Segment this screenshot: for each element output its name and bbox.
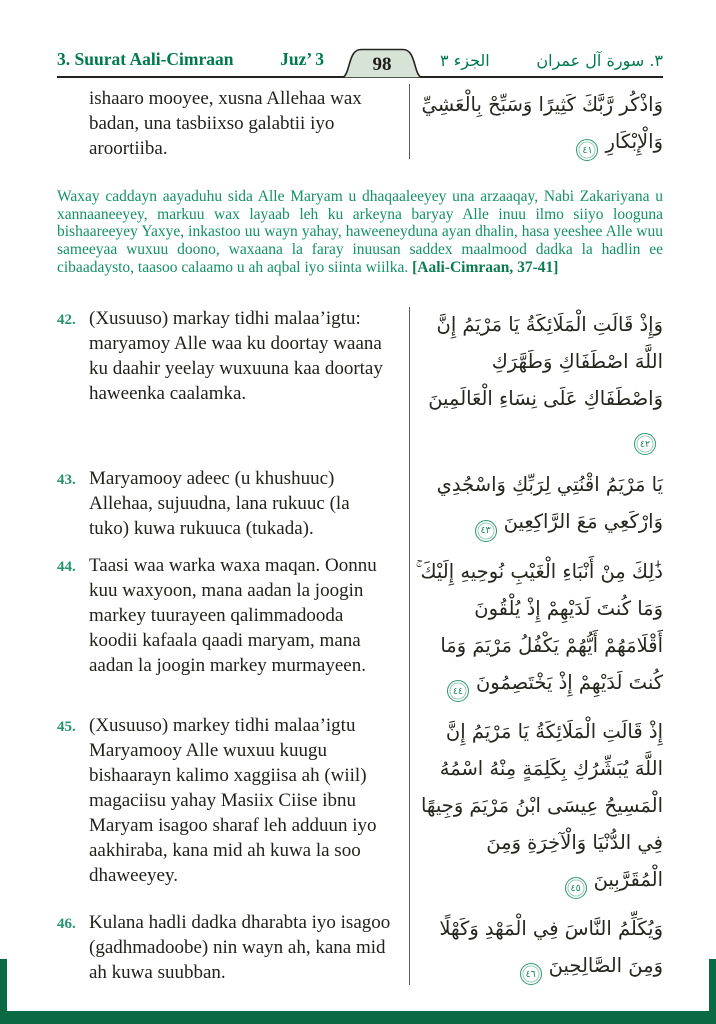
arabic-verse-text: يَا مَرْيَمُ اقْنُتِي لِرَبِّكِ وَاسْجُدِي وَارْكَعِي مَعَ الرَّاكِعِينَ xyxy=(436,473,663,534)
juz-label-arabic: الجزء ٣ xyxy=(440,51,490,70)
arabic-verse-cell xyxy=(409,910,663,985)
arabic-verse-text: وَإِذْ قَالَتِ الْمَلَائِكَةُ يَا مَرْيَمُ إِنَّ اللَّهَ اصْطَفَاكِ وَطَهَّرَكِ وَاصْطَفَاكِ عَلَى نِسَاءِ الْعَالَمِينَ xyxy=(428,313,663,411)
juz-label: Juz’ 3 xyxy=(280,49,325,69)
somali-translation: ishaaro mooyee, xusna Allehaa wax badan, una tasbiixso galabtii iyo aroortiiba. xyxy=(89,88,362,159)
somali-translation-cell xyxy=(57,86,409,161)
ayah-number: ٤٤ xyxy=(452,685,464,697)
page-header xyxy=(57,0,663,78)
somali-translation: Maryamooy adeec (u khushuuc) Allehaa, sujuudna, lana rukuuc (la tuko) kuwa rukuuca (tukada). xyxy=(89,468,350,540)
ayah-end-ornament xyxy=(634,433,656,455)
verse-number: 43. xyxy=(57,472,76,489)
arabic-verse-text: ذَٰلِكَ مِنْ أَنْبَاءِ الْغَيْبِ نُوحِيهِ إِلَيْكَ ۚ وَمَا كُنتَ لَدَيْهِمْ إِذْ يُلْقُونَ أَقْلَامَهُمْ أَيُّهُمْ يَكْفُلُ مَرْيَمَ وَمَا كُنتَ لَدَيْهِمْ إِذْ يَخْتَصِمُونَ xyxy=(415,559,663,694)
somali-translation-cell xyxy=(57,910,409,985)
tafsir-text: Waxay caddayn aayaduhu sida Alle Maryam u dhaqaaleeyey una arzaaqay, Nabi Zakariyana u xannaaneeyey, markuu wax layaab leh ku arkeyna baryay Alle inuu ilmo siiyo looguna bishaareeyey Yaxye, inkastoo uu wayn yahay, haweeneyduna ayan dhalin, hasa yeeshee Alle wuu sameeyaa wuxuu doono, waxaana la faray inuusan saddex maalmood dadka la hadlin ee cibaadaysto, taasoo calaamo u ah aqbal iyo siinta wiilka. xyxy=(57,187,663,276)
ayah-number: ٤٢ xyxy=(639,439,651,451)
somali-translation: Kulana hadli dadka dharabta iyo isagoo (gadhmadoobe) nin wayn ah, kana mid ah kuwa suubban. xyxy=(89,912,391,984)
column-divider xyxy=(409,84,410,159)
tafsir-note xyxy=(57,181,663,286)
somali-translation-cell xyxy=(57,713,409,899)
arabic-verse-cell xyxy=(409,306,663,455)
ayah-number: ٤٦ xyxy=(525,969,536,981)
verse-list xyxy=(57,301,663,991)
verse-number: 42. xyxy=(57,312,76,329)
arabic-verse-cell xyxy=(409,713,663,899)
verse-row-43 xyxy=(57,461,663,547)
verse-number: 46. xyxy=(57,916,76,933)
page-number-tab xyxy=(340,48,424,78)
somali-translation-cell xyxy=(57,466,409,541)
surah-title-latin: 3. Suurat Aali-Cimraan xyxy=(57,49,234,69)
somali-translation: (Xusuuso) markay tidhi malaa’igtu: maryamoy Alle waa ku doortay waana ku daahir yeelay wuxuuna kaa doortay haweenka caalamka. xyxy=(89,308,383,405)
arabic-verse-text: وَيُكَلِّمُ النَّاسَ فِي الْمَهْدِ وَكَهْلًا وَمِنَ الصَّالِحِينَ xyxy=(439,917,663,978)
ayah-number: ٤٣ xyxy=(480,525,491,537)
ayah-number: ٤٥ xyxy=(570,882,581,894)
arabic-verse-text: وَاذْكُر رَّبَّكَ كَثِيرًا وَسَبِّحْ بِالْعَشِيِّ وَالْإِبْكَارِ xyxy=(421,93,663,153)
somali-translation-cell xyxy=(57,553,409,702)
somali-translation: Taasi waa warka waxa maqan. Oonnu kuu waxyoon, mana aadan la joogin markey tuurayeen qalimmadooda koodii kafaala qaadi maryam, mana aadan la joogin markey murmayeen. xyxy=(89,554,377,676)
ayah-end-ornament xyxy=(447,680,469,702)
page-number: 98 xyxy=(372,53,392,75)
verse-row-46 xyxy=(57,905,663,991)
verse-row-42 xyxy=(57,301,663,461)
continuation-row xyxy=(57,78,663,165)
arabic-verse-cell xyxy=(409,86,663,161)
tafsir-reference: [Aali-Cimraan, 37-41] xyxy=(412,258,559,276)
verse-number: 45. xyxy=(57,718,76,735)
ayah-number: ٤١ xyxy=(582,145,593,156)
page-body xyxy=(57,78,663,991)
surah-title-arabic: ٣. سورة آل عمران xyxy=(536,51,663,70)
verse-row-44 xyxy=(57,548,663,708)
ayah-end-ornament xyxy=(475,520,497,542)
verse-number: 44. xyxy=(57,558,76,575)
ayah-end-ornament xyxy=(565,877,587,899)
arabic-verse-cell xyxy=(409,553,663,702)
left-edge-marker xyxy=(0,959,7,1011)
bottom-page-bar xyxy=(0,1011,716,1024)
arabic-verse-cell xyxy=(409,466,663,541)
somali-translation: (Xusuuso) markey tidhi malaa’igtu Maryamooy Alle wuxuu kuugu bishaarayn kalimo xaggiisa ah (wiil) magaciisu yahay Masiix Ciise ibnu Maryam isagoo sharaf leh adduun iyo aakhiraba, kana mid ah kuwa la soo dhaweeyey. xyxy=(89,714,377,886)
ayah-end-ornament xyxy=(576,139,598,161)
somali-translation-cell xyxy=(57,306,409,455)
arabic-verse-text: إِذْ قَالَتِ الْمَلَائِكَةُ يَا مَرْيَمُ إِنَّ اللَّهَ يُبَشِّرُكِ بِكَلِمَةٍ مِنْهُ اسْمُهُ الْمَسِيحُ عِيسَى ابْنُ مَرْيَمَ وَجِيهًا فِي الدُّنْيَا وَالْآخِرَةِ وَمِنَ الْمُقَرَّبِينَ xyxy=(420,719,663,891)
verse-row-45 xyxy=(57,708,663,905)
ayah-end-ornament xyxy=(520,963,542,985)
header-center-group xyxy=(280,48,490,76)
right-edge-marker xyxy=(709,959,716,1011)
